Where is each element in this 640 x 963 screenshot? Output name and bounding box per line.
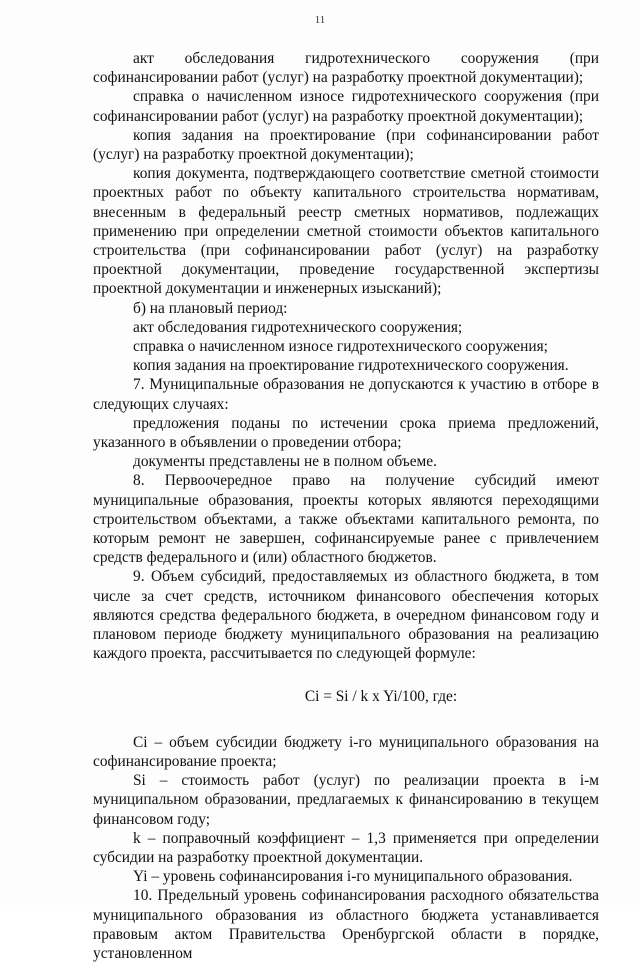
paragraph: предложения поданы по истечении срока приема предложений, указанного в объявлении о проведении отбора;: [93, 414, 599, 452]
paragraph: копия документа, подтверждающего соответствие сметной стоимости проектных работ по объекту капитального строительства нормативам, внесенным в федеральный реестр сметных нормативов, подлежащих применению при определении сметной стоимости объектов капитального строительства (при софинансировании работ (услуг) на разработку проектной документации, проведение государственной экспертизы проектной документации и инженерных изысканий);: [93, 165, 599, 298]
paragraph: 9. Объем субсидий, предоставляемых из областного бюджета, в том числе за счет средств, источником финансового обеспечения которых являются средства федерального бюджета, в очередном финансовом году и плановом периоде бюджету муниципального образования на реализацию каждого проекта, рассчитывается по следующей формуле:: [93, 568, 599, 663]
paragraph: 10. Предельный уровень софинансирования расходного обязательства муниципального образования из областного бюджета устанавливается правовым актом Правительства Оренбургской области в порядке, установленном: [93, 887, 599, 962]
definition: Yi – уровень софинансирования i-го муниципального образования.: [133, 868, 573, 886]
formula: Ci = Si / k x Yi/100, где:: [304, 687, 458, 705]
paragraph: 8. Первоочередное право на получение субсидий имеют муниципальные образования, проекты которых являются переходящими строительством объектами, а также объектами капитального ремонта, по которым ремонт не завершен, софинансируемые ранее с привлечением средств федерального и (или) областного бюджетов.: [93, 472, 599, 567]
paragraph: документы представлены не в полном объеме.: [133, 453, 437, 471]
document-body: [93, 49, 599, 963]
paragraph: б) на плановый период:: [133, 299, 288, 317]
paragraph: копия задания на проектирование (при софинансировании работ (услуг) на разработку проектной документации);: [93, 126, 599, 164]
paragraph: акт обследования гидротехнического сооружения;: [133, 318, 463, 336]
definition: Si – стоимость работ (услуг) по реализации проекта в i-м муниципальном образовании, предлагаемых к финансированию в текущем финансовом году;: [93, 772, 599, 828]
paragraph: копия задания на проектирование гидротехнического сооружения.: [133, 357, 569, 375]
paragraph: справка о начисленном износе гидротехнического сооружения;: [133, 338, 548, 356]
page-number: 11: [314, 14, 326, 26]
paragraph: акт обследования гидротехнического сооружения (при софинансировании работ (услуг) на разработку проектной документации);: [93, 50, 599, 87]
paragraph: справка о начисленном износе гидротехнического сооружения (при софинансировании работ (услуг) на разработку проектной документации);: [93, 88, 599, 125]
definition: k – поправочный коэффициент – 1,3 применяется при определении субсидии на разработку проектной документации.: [93, 829, 599, 866]
paragraph: 7. Муниципальные образования не допускаются к участию в отборе в следующих случаях:: [93, 376, 599, 413]
definition: Ci – объем субсидии бюджету i-го муниципального образования на софинансирование проекта;: [93, 733, 599, 770]
